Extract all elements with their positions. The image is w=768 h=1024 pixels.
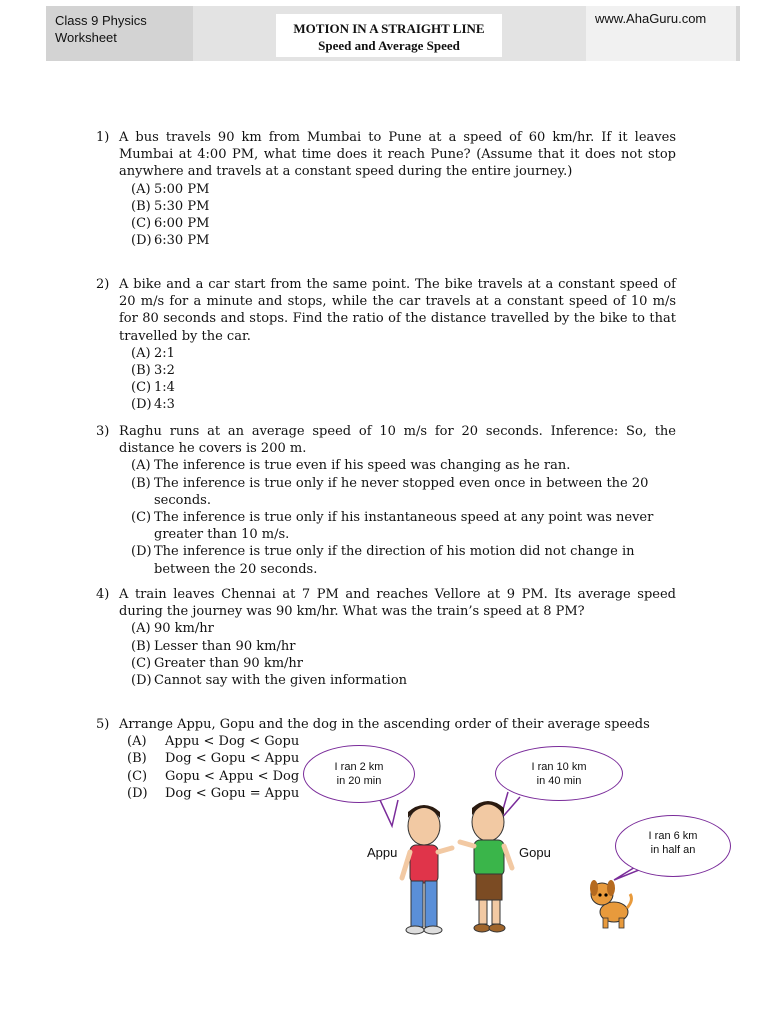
option-text: Cannot say with the given information xyxy=(154,673,408,689)
class-label: Class 9 Physics xyxy=(55,13,147,28)
appu-figure xyxy=(402,805,452,934)
option-text: The inference is true only if his instantaneous speed at any point was never greater than 10 m/s. xyxy=(154,510,654,543)
appu-speech-bubble xyxy=(303,745,415,803)
question-4 xyxy=(96,586,676,689)
option-c[interactable] xyxy=(131,379,676,396)
option-b[interactable] xyxy=(131,475,676,509)
option-text: The inference is true only if the direction of his motion did not change in between the 20 seconds. xyxy=(154,544,635,577)
option-text: Lesser than 90 km/hr xyxy=(154,638,296,654)
dog-bubble-line-1: I ran 6 km xyxy=(648,830,698,842)
option-label: (A) xyxy=(131,458,151,474)
option-label: (A) xyxy=(131,181,151,197)
option-label: (B) xyxy=(131,363,151,379)
header-title-box xyxy=(276,14,502,57)
header-class-box xyxy=(46,6,193,61)
appu-label: Appu xyxy=(367,845,398,860)
option-text: Dog < Gopu < Appu xyxy=(165,751,300,767)
option-text: 5:30 PM xyxy=(154,198,210,214)
appu-bubble-line-1: I ran 2 km xyxy=(334,761,384,773)
option-text: Gopu < Appu < Dog xyxy=(165,768,300,784)
option-text: 90 km/hr xyxy=(154,621,214,637)
option-label: (D) xyxy=(127,785,148,801)
option-d[interactable] xyxy=(131,672,676,689)
option-label: (D) xyxy=(131,673,152,689)
option-label: (A) xyxy=(131,345,151,361)
gopu-label: Gopu xyxy=(519,845,551,860)
option-label: (C) xyxy=(127,768,148,784)
option-label: (B) xyxy=(131,475,151,491)
gopu-bubble-line-2: in 40 min xyxy=(536,775,582,787)
option-a[interactable] xyxy=(131,620,676,637)
option-text: 6:00 PM xyxy=(154,216,210,232)
option-c[interactable] xyxy=(131,509,676,543)
option-text: Greater than 90 km/hr xyxy=(154,655,304,671)
question-text: A bus travels 90 km from Mumbai to Pune at a speed of 60 km/hr. If it leaves Mumbai at 4:00 PM, what time does it reach Pune? (Assume that it does not stop anywhere and travels at a constant speed during the entire journey.) xyxy=(119,130,676,180)
option-text: 4:3 xyxy=(154,397,175,413)
option-b[interactable] xyxy=(131,638,676,655)
question-number: 2) xyxy=(96,277,110,292)
site-link[interactable]: www.AhaGuru.com xyxy=(595,11,707,26)
page-title: MOTION IN A STRAIGHT LINE xyxy=(293,21,485,36)
option-c[interactable] xyxy=(131,655,676,672)
dog-figure xyxy=(590,880,631,928)
gopu-bubble-line-1: I ran 10 km xyxy=(531,761,587,773)
question-number: 5) xyxy=(96,717,110,732)
question-text: A train leaves Chennai at 7 PM and reaches Vellore at 9 PM. Its average speed during the journey was 90 km/hr. What was the train’s speed at 8 PM? xyxy=(119,587,676,620)
option-label: (B) xyxy=(131,198,151,214)
question-3 xyxy=(96,423,676,578)
option-text: The inference is true only if he never stopped even once in between the 20 seconds. xyxy=(154,475,649,508)
page-subtitle: Speed and Average Speed xyxy=(318,38,460,53)
question-number: 1) xyxy=(96,130,110,145)
option-label: (C) xyxy=(131,216,152,232)
option-label: (B) xyxy=(131,638,151,654)
option-b[interactable] xyxy=(131,198,676,215)
option-c[interactable] xyxy=(131,215,676,232)
option-d[interactable] xyxy=(131,396,676,413)
dog-bubble-line-2: in half an xyxy=(650,844,696,856)
gopu-figure xyxy=(460,801,512,932)
header-stripe xyxy=(736,6,740,61)
option-label: (D) xyxy=(131,397,152,413)
option-a[interactable] xyxy=(127,733,676,750)
option-b[interactable] xyxy=(131,362,676,379)
option-a[interactable] xyxy=(131,181,676,198)
option-text: 5:00 PM xyxy=(154,181,210,197)
question-2 xyxy=(96,276,676,414)
question-number: 3) xyxy=(96,424,110,439)
option-text: Dog < Gopu = Appu xyxy=(165,785,300,801)
option-label: (A) xyxy=(127,734,147,750)
question-text: Arrange Appu, Gopu and the dog in the ascending order of their average speeds xyxy=(119,717,650,732)
option-text: 2:1 xyxy=(154,345,175,361)
question-1 xyxy=(96,129,676,249)
option-text: 1:4 xyxy=(154,380,175,396)
option-text: Appu < Dog < Gopu xyxy=(165,734,300,750)
option-text: 3:2 xyxy=(154,363,175,379)
option-label: (C) xyxy=(131,655,152,671)
option-label: (A) xyxy=(131,621,151,637)
question-text: A bike and a car start from the same point. The bike travels at a constant speed of 20 m/s for a minute and stops, while the car travels at a constant speed of 10 m/s for 80 seconds and stops. Find the ratio of the distance travelled by the bike to that travelled by the car. xyxy=(119,277,676,344)
header-site-box xyxy=(586,6,736,61)
option-text: The inference is true even if his speed was changing as he ran. xyxy=(154,458,571,474)
option-text: 6:30 PM xyxy=(154,233,210,249)
option-label: (C) xyxy=(131,510,152,526)
option-a[interactable] xyxy=(131,457,676,474)
worksheet-label: Worksheet xyxy=(55,30,117,45)
option-d[interactable] xyxy=(131,232,676,249)
worksheet-header xyxy=(46,6,740,61)
appu-bubble-line-2: in 20 min xyxy=(336,775,382,787)
option-label: (D) xyxy=(131,544,152,560)
option-label: (B) xyxy=(127,751,147,767)
question-text: Raghu runs at an average speed of 10 m/s for 20 seconds. Inference: So, the distance he covers is 200 m. xyxy=(119,424,676,457)
dog-speech-bubble xyxy=(615,815,731,877)
appu-bubble-tail xyxy=(380,800,398,826)
option-label: (C) xyxy=(131,380,152,396)
option-a[interactable] xyxy=(131,345,676,362)
option-label: (D) xyxy=(131,233,152,249)
option-d[interactable] xyxy=(131,543,676,577)
question-number: 4) xyxy=(96,587,110,602)
gopu-speech-bubble xyxy=(495,746,623,801)
